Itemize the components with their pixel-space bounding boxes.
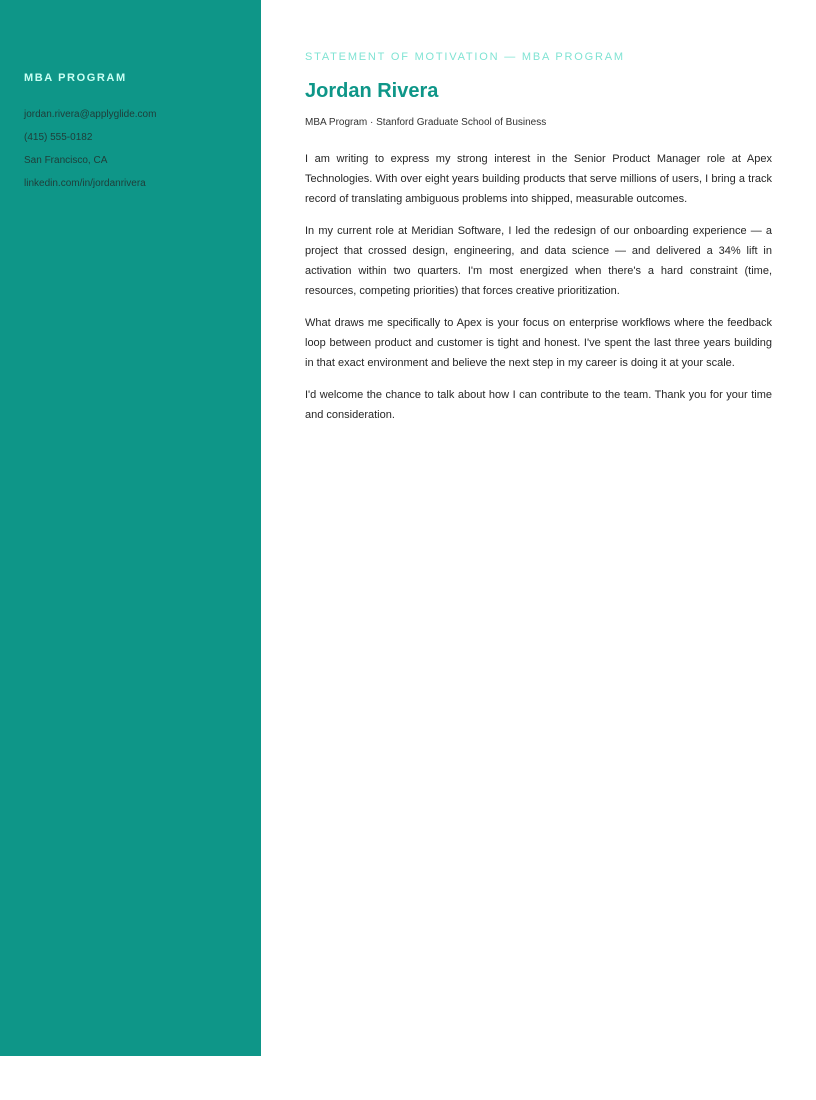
document-eyebrow: STATEMENT OF MOTIVATION — MBA PROGRAM: [305, 51, 625, 63]
main-content: [305, 51, 772, 437]
contact-email: jordan.rivera@applyglide.com: [24, 109, 157, 120]
sidebar: [0, 0, 261, 1056]
letter-body: [305, 149, 772, 425]
letter-paragraph: What draws me specifically to Apex is your focus on enterprise workflows where the feedback loop between product and customer is tight and honest. I've spent the last three years building in that exact environment and believe the next step in my career is doing it at your scale.: [305, 317, 772, 369]
letter-paragraph: I'd welcome the chance to talk about how I can contribute to the team. Thank you for your time and consideration.: [305, 389, 772, 421]
contact-list: [24, 109, 237, 190]
contact-linkedin: linkedin.com/in/jordanrivera: [24, 178, 146, 189]
letter-paragraph: I am writing to express my strong interest in the Senior Product Manager role at Apex Technologies. With over eight years building products that serve millions of users, I bring a track record of translating ambiguous problems into shipped, measurable outcomes.: [305, 153, 772, 205]
program-subtitle: MBA Program · Stanford Graduate School of Business: [305, 117, 547, 128]
applicant-name: Jordan Rivera: [305, 80, 439, 102]
sidebar-heading: MBA PROGRAM: [24, 72, 127, 84]
contact-phone: (415) 555-0182: [24, 132, 93, 143]
letter-paragraph: In my current role at Meridian Software, I led the redesign of our onboarding experience — a project that crossed design, engineering, and data science — and delivered a 34% lift in activation within two quarters. I'm most energized when there's a hard constraint (time, resources, competing priorities) that forces creative prioritization.: [305, 225, 772, 297]
contact-location: San Francisco, CA: [24, 155, 108, 166]
